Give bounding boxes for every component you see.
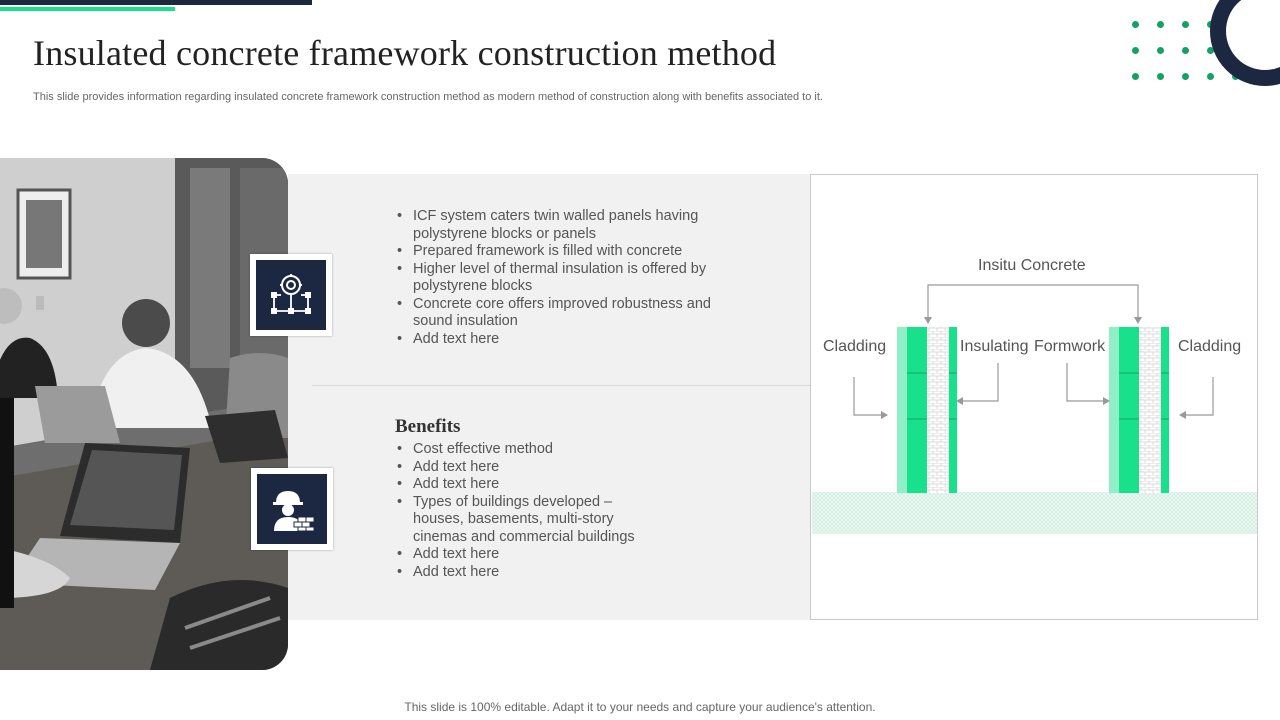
insitu-concrete-label: Insitu Concrete (978, 257, 1086, 274)
feature-item: • Add text here (395, 331, 725, 349)
panel-divider (312, 385, 810, 386)
benefits-heading: Benefits (395, 416, 461, 437)
benefit-item: • Cost effective method (395, 441, 655, 459)
slide-title: Insulated concrete framework construction method (33, 33, 777, 73)
feature-item: • Concrete core offers improved robustness and sound insulation (395, 296, 725, 331)
cladding-left-label: Cladding (823, 338, 887, 355)
benefit-item: • Add text here (395, 459, 655, 477)
benefit-item: • Add text here (395, 476, 655, 494)
features-list (395, 208, 725, 348)
footer-note: This slide is 100% editable. Adapt it to your needs and capture your audience's attention. (404, 700, 876, 714)
feature-item: • Prepared framework is filled with concrete (395, 243, 725, 261)
network-gear-icon (250, 254, 332, 336)
left-wall (897, 327, 957, 493)
formwork-label: Formwork (1034, 338, 1106, 355)
benefit-item: • Add text here (395, 546, 655, 564)
benefit-item: • Types of buildings developed – houses, basements, multi-story cinemas and commercial buildings (395, 494, 655, 547)
ground-strip (812, 492, 1257, 534)
insulating-label: Insulating (960, 338, 1029, 355)
feature-item: • ICF system caters twin walled panels having polystyrene blocks or panels (395, 208, 725, 243)
feature-item: • Higher level of thermal insulation is offered by polystyrene blocks (395, 261, 725, 296)
meeting-photo (0, 158, 288, 670)
slide-subtitle: This slide provides information regarding insulated concrete framework construction method as modern method of construction along with benefits associated to it. (33, 91, 823, 103)
insitu-concrete-connector (928, 285, 1138, 318)
benefits-list (395, 441, 655, 581)
benefit-item: • Add text here (395, 564, 655, 582)
cladding-right-label: Cladding (1178, 338, 1242, 355)
icf-diagram (810, 174, 1258, 620)
right-wall (1109, 327, 1169, 493)
construction-worker-icon (251, 468, 333, 550)
top-accent-bar-dark (0, 0, 312, 5)
top-accent-bar-green (0, 7, 175, 11)
